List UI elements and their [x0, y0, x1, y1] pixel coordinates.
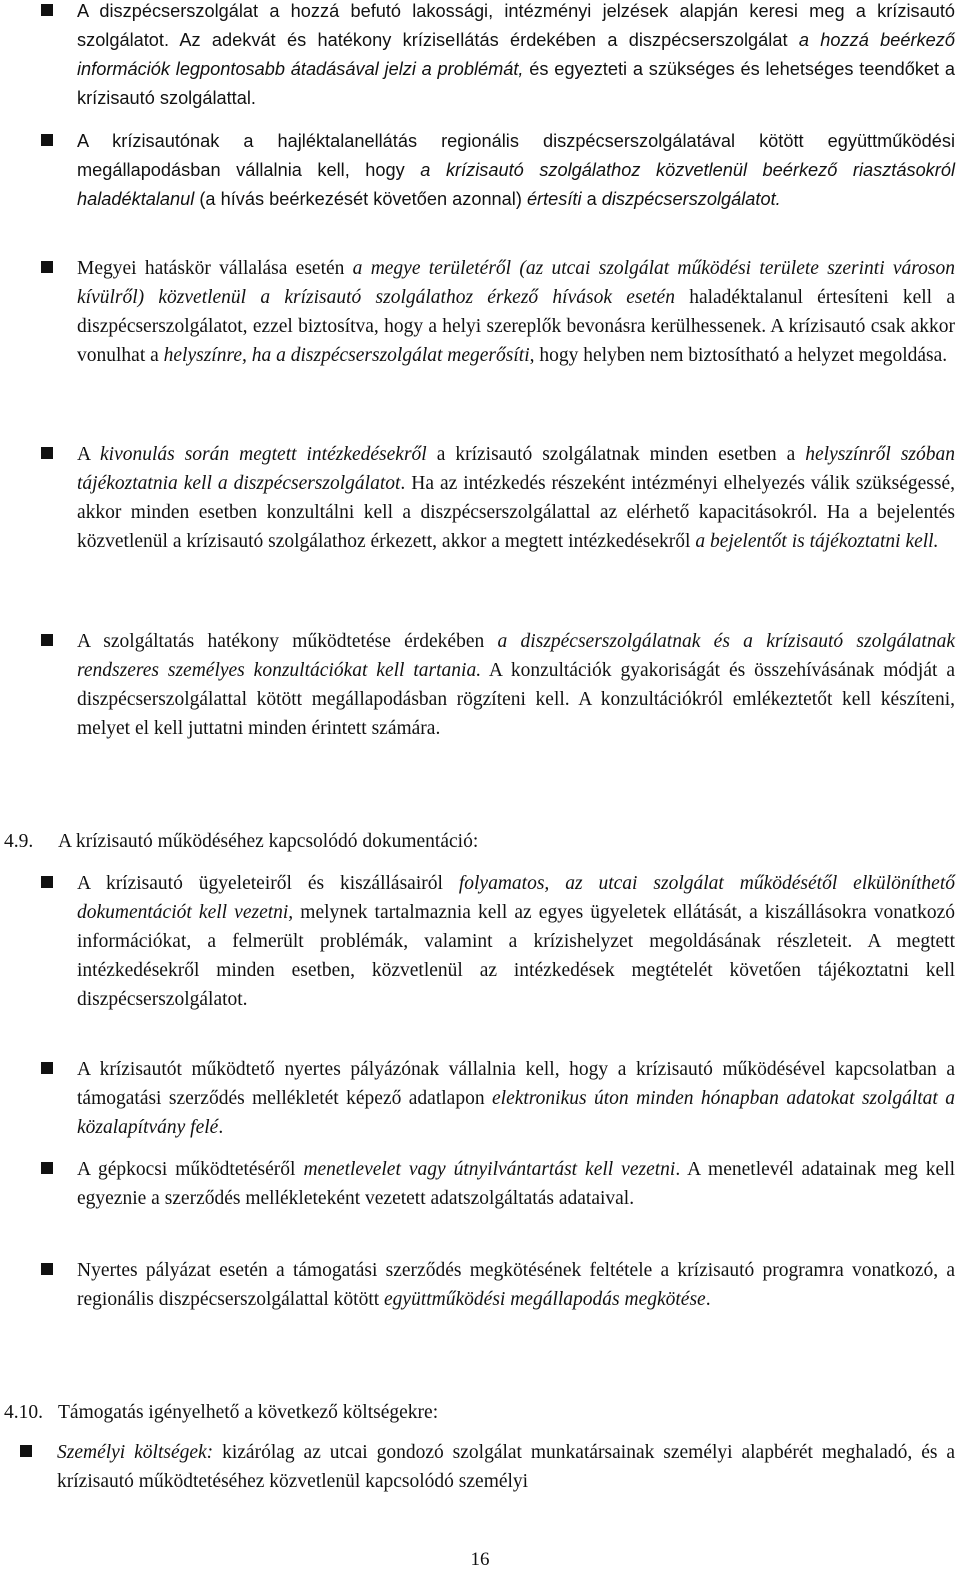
text-run: a krízisautó szolgálatnak minden esetben a — [426, 444, 806, 465]
paragraph-text — [77, 127, 955, 214]
text-run: A krízisautónak a hajléktalanellátás regionális diszpécserszolgálatával kötött együttműködési megállapodásban vállalnia kell, hogy — [77, 131, 955, 180]
text-run: A krízisautót működtető nyertes pályázónak vállalnia kell, hogy a krízisautó működésével kapcsolatban a támogatási szerződés mellékletét képező adatlapon — [77, 1059, 955, 1109]
section-number: 4.10. — [4, 1402, 43, 1423]
italic-run: a hozzá beérkező információk legpontosabb átadásával jelzi a problémát, — [77, 30, 955, 79]
square-bullet-icon — [41, 4, 53, 16]
italic-run: együttműködési megállapodás megkötése — [384, 1289, 706, 1310]
text-run: és egyezteti a szükséges és lehetséges teendőket a krízisautó szolgálattal. — [77, 59, 955, 108]
paragraph-text — [77, 1256, 955, 1314]
text-run: , hogy helyben nem biztosítható a helyzet megoldása. — [529, 345, 948, 366]
paragraph-text — [77, 1155, 955, 1213]
text-run: haladéktalanul értesíteni kell a diszpécserszolgálatot, ezzel biztosítva, hogy a helyi szereplők bevonásra kerülhessenek. A krízisautó csak akkor vonulhat a — [77, 287, 955, 366]
paragraph-text — [57, 1438, 955, 1496]
paragraph-text — [77, 0, 955, 113]
square-bullet-icon — [41, 1263, 53, 1275]
paragraph-text — [77, 869, 955, 1014]
paragraph-text — [77, 254, 955, 370]
italic-run: menetlevelet vagy útnyilvántartást kell vezetni — [303, 1159, 676, 1180]
section-title: Támogatás igényelhető a következő költségekre: — [58, 1402, 439, 1423]
text-run: . A menetlevél adatainak meg kell egyeznie a szerződés mellékleteként vezetett adatszolgáltatás adataival. — [77, 1159, 955, 1209]
text-run: A diszpécserszolgálat a hozzá befutó lakossági, intézményi jelzések alapján keresi meg a krízisautó szolgálatot. Az adekvát és hatékony kríziseIlátás érdekében a diszpécserszolgálat — [77, 1, 955, 50]
text-run: . — [705, 1289, 711, 1310]
text-run: kizárólag az utcai gondozó szolgálat munkatársainak személyi alapbérét meghaladó, és a krízisautó működtetéséhez közvetlenül kapcsolódó személyi — [57, 1442, 956, 1492]
square-bullet-icon — [41, 876, 53, 888]
text-run: a — [581, 189, 602, 209]
italic-run: helyszínről szóban tájékoztatnia kell a diszpécserszolgálatot — [77, 444, 955, 494]
text-run: A — [77, 444, 100, 465]
square-bullet-icon — [41, 634, 53, 646]
italic-run: elektronikus úton minden hónapban adatokat szolgáltat a közalapítvány felé — [77, 1088, 955, 1138]
section-heading-4-10 — [4, 1398, 438, 1427]
italic-run: diszpécserszolgálatot. — [601, 189, 781, 209]
text-run: . Ha az intézkedés részeként intézményi elhelyezés válik szükségessé, akkor minden esetben konzultálni kell a diszpécserszolgálattal az elérhető kapacitásokról. Ha a bejelentés közvetlenül a krízisautó szolgálathoz érkezett, akkor a megtett intézkedésekről — [77, 473, 955, 552]
italic-run: a bejelentőt is tájékoztatni kell. — [695, 531, 939, 552]
text-run: A konzultációk gyakoriságát és összehívásának módját a diszpécserszolgálattal kötött megállapodásban rögzíteni kell. A konzultációkról emlékeztetőt kell készíteni, melyet el kell juttatni minden érintett számára. — [77, 660, 955, 739]
section-number: 4.9. — [4, 831, 34, 852]
italic-run: értesíti — [526, 189, 582, 209]
square-bullet-icon — [20, 1445, 32, 1457]
italic-run: folyamatos, az utcai szolgálat működésétől elkülöníthető dokumentációt kell vezetni, — [77, 873, 955, 923]
italic-run: a krízisautó szolgálathoz közvetlenül beérkező riasztásokról haladéktalanul — [77, 160, 955, 209]
page-number: 16 — [470, 1549, 490, 1570]
section-heading-4-9 — [4, 827, 478, 856]
text-run: A szolgáltatás hatékony működtetése érdekében — [77, 631, 498, 652]
square-bullet-icon — [41, 447, 53, 459]
text-run: A krízisautó ügyeleteiről és kiszállásairól — [77, 873, 459, 894]
text-run: melynek tartalmaznia kell az egyes ügyeletek ellátását, a kiszállásokra vonatkozó információkat, a felmerült problémák, valamint a krízishelyzet megoldásának részleteit. A megtett intézkedésekről minden esetben, közvetlenül az intézkedések megtételét követően tájékoztatni kell diszpécserszolgálatot. — [77, 902, 955, 1010]
square-bullet-icon — [41, 1162, 53, 1174]
paragraph-text — [77, 440, 955, 556]
square-bullet-icon — [41, 1062, 53, 1074]
italic-run: a diszpécserszolgálatnak és a krízisautó szolgálatnak rendszeres személyes konzultációkat kell tartania. — [77, 631, 956, 681]
italic-run: Személyi költségek: — [57, 1442, 214, 1463]
text-run: A gépkocsi működtetéséről — [77, 1159, 304, 1180]
text-run: Nyertes pályázat esetén a támogatási szerződés megkötésének feltétele a krízisautó programra vonatkozó, a regionális diszpécserszolgálattal kötött — [77, 1260, 955, 1310]
italic-run: helyszínre, ha a diszpécserszolgálat megerősíti — [163, 345, 530, 366]
square-bullet-icon — [41, 261, 53, 273]
text-run: . — [218, 1117, 224, 1138]
paragraph-text — [77, 627, 955, 743]
paragraph-text — [77, 1055, 955, 1142]
section-title: A krízisautó működéséhez kapcsolódó dokumentáció: — [58, 831, 479, 852]
square-bullet-icon — [41, 134, 53, 146]
italic-run: a megye területéről (az utcai szolgálat működési területe szerinti városon kívülről) közvetlenül a krízisautó szolgálathoz érkező hívások esetén — [77, 258, 956, 308]
text-run: (a hívás beérkezését követően azonnal) — [194, 189, 527, 209]
italic-run: kivonulás során megtett intézkedésekről — [100, 444, 427, 465]
text-run: Megyei hatáskör vállalása esetén — [77, 258, 353, 279]
